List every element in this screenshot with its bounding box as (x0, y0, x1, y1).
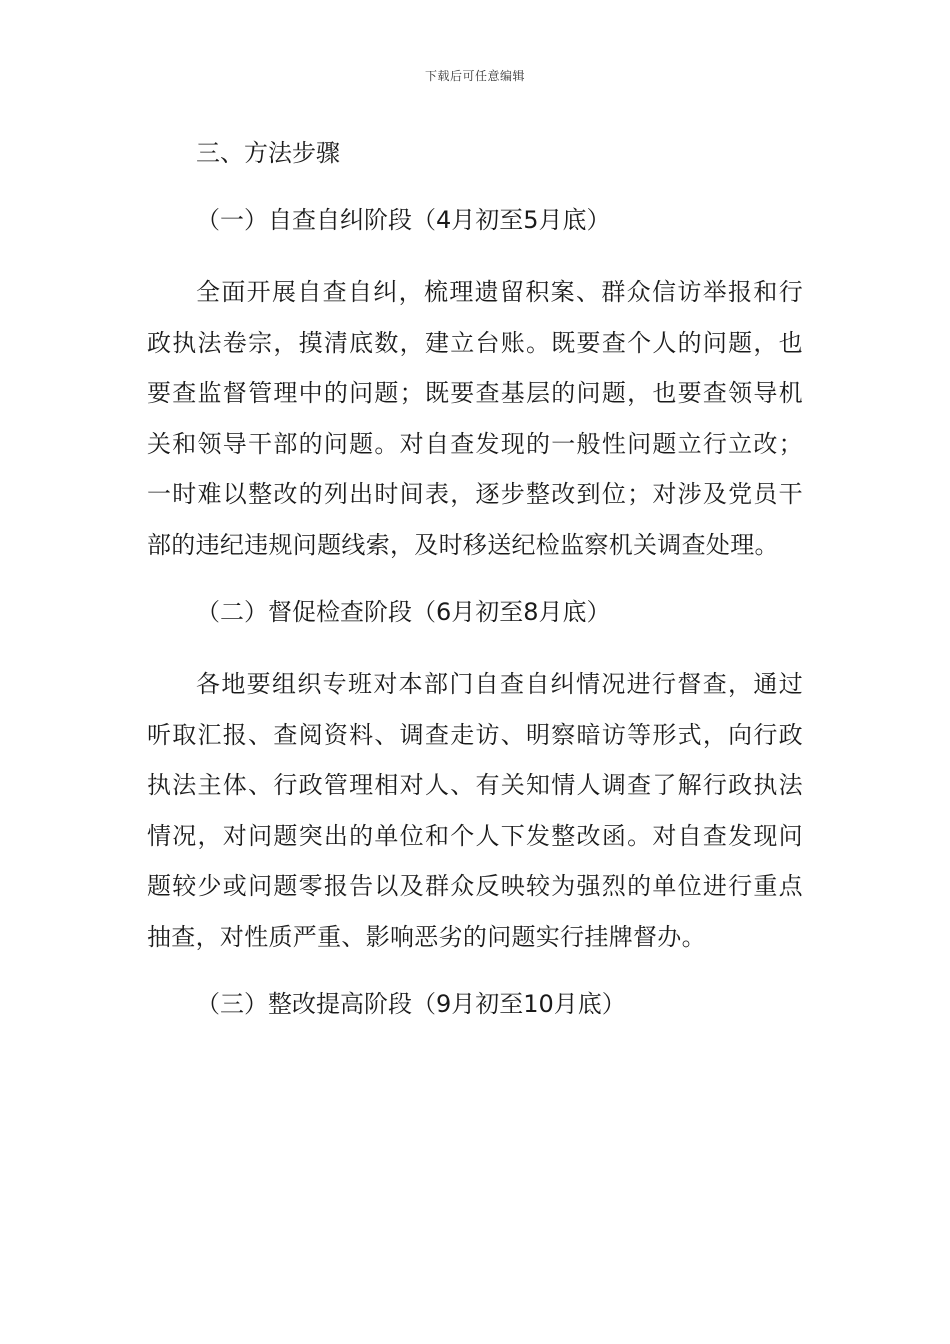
page-header-note: 下载后可任意编辑 (424, 69, 525, 83)
section-title: 三、方法步骤 (196, 139, 340, 167)
phase-1-title: （一）自查自纠阶段（4月初至5月底） (196, 206, 611, 234)
phase-2-title: （二）督促检查阶段（6月初至8月底） (196, 598, 611, 626)
phase-2-body: 各地要组织专班对本部门自查自纠情况进行督查，通过听取汇报、查阅资料、调查走访、明察暗访等形式，向行政执法主体、行政管理相对人、有关知情人调查了解行政执法情况，对问题突出的单位和个人下发整改函。对自查发现问题较少或问题零报告以及群众反映较为强烈的单位进行重点抽查，对性质严重、影响恶劣的问题实行挂牌督办。 (147, 670, 803, 951)
phase-1-body: 全面开展自查自纠，梳理遗留积案、群众信访举报和行政执法卷宗，摸清底数，建立台账。既要查个人的问题，也要查监督管理中的问题；既要查基层的问题，也要查领导机关和领导干部的问题。对自查发现的一般性问题立行立改；一时难以整改的列出时间表，逐步整改到位；对涉及党员干部的违纪违规问题线索，及时移送纪检监察机关调查处理。 (147, 278, 803, 559)
document-body (147, 133, 803, 1051)
phase-3-title: （三）整改提高阶段（9月初至10月底） (196, 990, 626, 1018)
